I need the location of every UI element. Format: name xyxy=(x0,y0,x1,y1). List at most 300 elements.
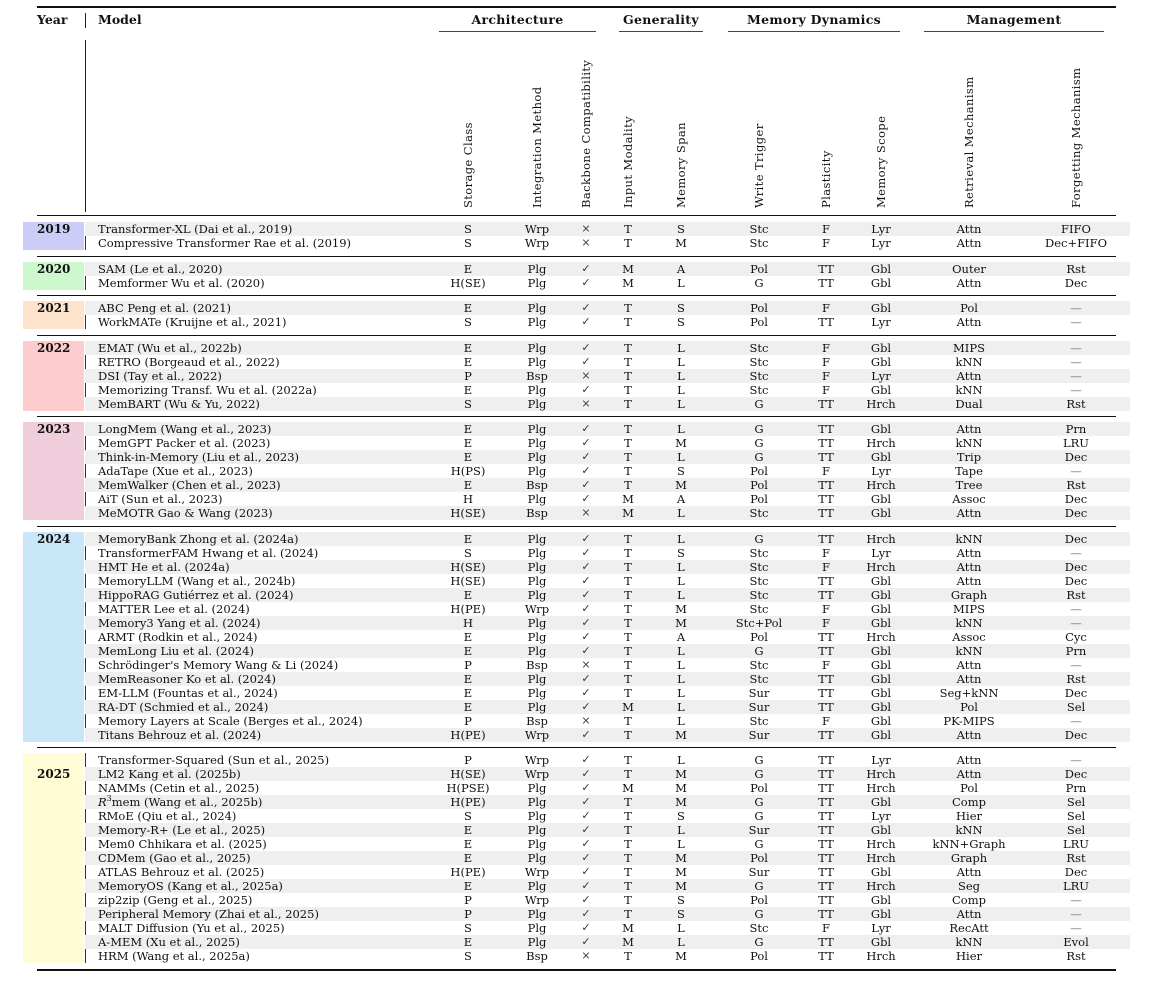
table-row xyxy=(85,560,1130,574)
cell-write: Pol xyxy=(750,893,768,907)
cell-storage: E xyxy=(463,450,473,464)
cell-storage: E xyxy=(463,588,473,602)
cell-storage: P xyxy=(464,658,472,672)
cell-storage: E xyxy=(463,672,473,686)
cell-retrieval: Pol xyxy=(960,781,978,795)
cell-integration: Wrp xyxy=(524,728,550,742)
cell-span: L xyxy=(677,753,685,767)
cell-backbone: ✓ xyxy=(581,560,591,573)
cell-scope: Lyr xyxy=(871,546,891,560)
cell-scope: Gbl xyxy=(870,823,892,837)
model-name: Schrödinger's Memory Wang & Li (2024) xyxy=(98,658,339,672)
cell-forgetting: Rst xyxy=(1066,851,1086,865)
cell-integration: Plg xyxy=(527,781,547,795)
cell-backbone: ✓ xyxy=(581,767,591,780)
cell-backbone: ✓ xyxy=(581,341,591,354)
cell-retrieval: Attn xyxy=(956,315,982,329)
cell-write: Pol xyxy=(750,492,768,506)
cell-span: L xyxy=(677,506,685,520)
cell-scope: Lyr xyxy=(871,315,891,329)
cell-storage: H(SE) xyxy=(450,767,486,781)
cell-backbone: ✓ xyxy=(581,532,591,545)
cell-span: M xyxy=(675,767,687,781)
cell-backbone: ✓ xyxy=(581,315,591,328)
cell-backbone: ✓ xyxy=(581,422,591,435)
cell-scope: Gbl xyxy=(870,422,892,436)
cell-span: M xyxy=(675,436,687,450)
cell-storage: H xyxy=(462,492,474,506)
cell-integration: Plg xyxy=(527,574,547,588)
cell-scope: Gbl xyxy=(870,672,892,686)
cell-write: Sur xyxy=(748,865,770,879)
cell-plasticity: F xyxy=(822,341,830,355)
cell-storage: E xyxy=(463,935,473,949)
cell-scope: Gbl xyxy=(870,450,892,464)
cell-retrieval: kNN xyxy=(955,616,983,630)
model-name: Memory-R+ (Le et al., 2025) xyxy=(98,823,266,837)
cell-plasticity: TT xyxy=(818,506,834,520)
model-name: Mem0 Chhikara et al. (2025) xyxy=(98,837,267,851)
cell-span: L xyxy=(677,658,685,672)
cell-retrieval: Seg xyxy=(957,879,981,893)
model-name: DSI (Tay et al., 2022) xyxy=(98,369,222,383)
model-name: CDMem (Gao et al., 2025) xyxy=(98,851,251,865)
horizontal-rule xyxy=(37,6,1116,8)
cell-plasticity: TT xyxy=(818,837,834,851)
table-row xyxy=(85,809,1130,823)
cell-integration: Plg xyxy=(527,397,547,411)
cell-retrieval: kNN xyxy=(955,532,983,546)
cell-write: Sur xyxy=(748,728,770,742)
cell-backbone: × xyxy=(581,369,591,382)
cell-backbone: ✓ xyxy=(581,492,591,505)
cell-scope: Gbl xyxy=(870,893,892,907)
cell-span: S xyxy=(677,464,685,478)
model-name: NAMMs (Cetin et al., 2025) xyxy=(98,781,260,795)
cell-storage: E xyxy=(463,301,473,315)
cell-backbone: × xyxy=(581,714,591,727)
cell-modality: T xyxy=(624,728,632,742)
table-row xyxy=(85,823,1130,837)
cell-backbone: ✓ xyxy=(581,879,591,892)
cell-plasticity: TT xyxy=(818,728,834,742)
cell-forgetting: — xyxy=(1070,383,1082,397)
cell-forgetting: — xyxy=(1070,464,1082,478)
year-label: 2024 xyxy=(37,532,71,546)
cell-forgetting: LRU xyxy=(1063,837,1089,851)
cell-backbone: × xyxy=(581,658,591,671)
cell-integration: Plg xyxy=(527,672,547,686)
cell-backbone: ✓ xyxy=(581,893,591,906)
cell-backbone: ✓ xyxy=(581,728,591,741)
model-name: EM-LLM (Fountas et al., 2024) xyxy=(98,686,278,700)
column-header-label: Forgetting Mechanism xyxy=(1069,67,1083,208)
cell-modality: M xyxy=(622,700,634,714)
cell-integration: Wrp xyxy=(524,865,550,879)
model-name: MemLong Liu et al. (2024) xyxy=(98,644,255,658)
cell-span: L xyxy=(677,935,685,949)
cell-storage: H(SE) xyxy=(450,506,486,520)
cell-retrieval: Pol xyxy=(960,301,978,315)
cell-retrieval: Attn xyxy=(956,907,982,921)
cell-storage: H(PE) xyxy=(450,865,486,879)
cell-backbone: ✓ xyxy=(581,781,591,794)
cell-plasticity: TT xyxy=(818,795,834,809)
cell-backbone: ✓ xyxy=(581,464,591,477)
table-row xyxy=(85,700,1130,714)
cell-retrieval: MIPS xyxy=(953,602,985,616)
cell-storage: E xyxy=(463,478,473,492)
header-model: Model xyxy=(98,12,142,27)
table-row xyxy=(85,865,1130,879)
year-label: 2025 xyxy=(37,767,71,781)
cell-storage: P xyxy=(464,714,472,728)
cell-backbone: ✓ xyxy=(581,935,591,948)
cell-modality: M xyxy=(622,492,634,506)
table-row xyxy=(85,506,1130,520)
cell-scope: Gbl xyxy=(870,700,892,714)
cell-integration: Plg xyxy=(527,700,547,714)
cell-span: M xyxy=(675,949,687,963)
cell-scope: Lyr xyxy=(871,369,891,383)
cell-modality: T xyxy=(624,450,632,464)
cell-write: Stc xyxy=(749,355,769,369)
cell-modality: M xyxy=(622,506,634,520)
cell-span: S xyxy=(677,907,685,921)
cell-storage: H(PS) xyxy=(450,464,486,478)
cell-modality: T xyxy=(624,236,632,250)
cell-forgetting: — xyxy=(1070,315,1082,329)
model-name: Compressive Transformer Rae et al. (2019) xyxy=(98,236,352,250)
cell-modality: M xyxy=(622,781,634,795)
cell-modality: T xyxy=(624,658,632,672)
cell-span: L xyxy=(677,714,685,728)
cell-scope: Gbl xyxy=(870,355,892,369)
cell-modality: T xyxy=(624,893,632,907)
cell-retrieval: kNN xyxy=(955,383,983,397)
model-name: MemReasoner Ko et al. (2024) xyxy=(98,672,277,686)
cell-backbone: ✓ xyxy=(581,630,591,643)
cell-integration: Wrp xyxy=(524,767,550,781)
cell-storage: S xyxy=(464,236,472,250)
cell-integration: Plg xyxy=(527,823,547,837)
cell-forgetting: Prn xyxy=(1065,422,1087,436)
cell-plasticity: F xyxy=(822,369,830,383)
cell-storage: E xyxy=(463,700,473,714)
table-row xyxy=(85,851,1130,865)
cell-forgetting: Rst xyxy=(1066,262,1086,276)
cell-storage: H(SE) xyxy=(450,574,486,588)
cell-integration: Plg xyxy=(527,616,547,630)
model-name: AdaTape (Xue et al., 2023) xyxy=(98,464,253,478)
cell-retrieval: kNN xyxy=(955,935,983,949)
cell-storage: H(PE) xyxy=(450,602,486,616)
cell-write: G xyxy=(754,767,764,781)
cell-span: L xyxy=(677,369,685,383)
cell-plasticity: F xyxy=(822,714,830,728)
cell-span: L xyxy=(677,837,685,851)
cell-span: L xyxy=(677,588,685,602)
header-year-separator-lower xyxy=(85,40,86,212)
model-name: RETRO (Borgeaud et al., 2022) xyxy=(98,355,280,369)
cell-write: Stc xyxy=(749,341,769,355)
cell-write: Sur xyxy=(748,700,770,714)
cell-integration: Bsp xyxy=(526,949,548,963)
cell-integration: Wrp xyxy=(524,753,550,767)
cell-modality: T xyxy=(624,767,632,781)
year-color-band xyxy=(23,753,84,963)
cell-plasticity: TT xyxy=(818,893,834,907)
model-name: MATTER Lee et al. (2024) xyxy=(98,602,250,616)
cell-scope: Lyr xyxy=(871,236,891,250)
cell-scope: Gbl xyxy=(870,616,892,630)
cell-forgetting: Dec xyxy=(1064,574,1088,588)
cell-storage: E xyxy=(463,383,473,397)
table-row xyxy=(85,301,1130,315)
cell-backbone: ✓ xyxy=(581,809,591,822)
cell-write: Stc xyxy=(749,658,769,672)
cell-plasticity: TT xyxy=(818,315,834,329)
model-name: AiT (Sun et al., 2023) xyxy=(98,492,223,506)
table-row xyxy=(85,672,1130,686)
model-name: WorkMATe (Kruijne et al., 2021) xyxy=(98,315,287,329)
cell-modality: T xyxy=(624,949,632,963)
cell-forgetting: Dec+FIFO xyxy=(1044,236,1108,250)
cell-modality: T xyxy=(624,422,632,436)
year-label: 2023 xyxy=(37,422,71,436)
cell-forgetting: Dec xyxy=(1064,728,1088,742)
cell-plasticity: F xyxy=(822,546,830,560)
cell-scope: Gbl xyxy=(870,588,892,602)
table-row xyxy=(85,686,1130,700)
cell-integration: Plg xyxy=(527,492,547,506)
cell-backbone: ✓ xyxy=(581,823,591,836)
cell-plasticity: F xyxy=(822,560,830,574)
model-name: MemoryOS (Kang et al., 2025a) xyxy=(98,879,283,893)
cell-forgetting: — xyxy=(1070,602,1082,616)
cell-span: M xyxy=(675,781,687,795)
cell-write: Pol xyxy=(750,315,768,329)
model-name: Memory3 Yang et al. (2024) xyxy=(98,616,261,630)
cell-span: A xyxy=(676,262,686,276)
cell-scope: Lyr xyxy=(871,809,891,823)
cell-modality: T xyxy=(624,397,632,411)
cell-scope: Lyr xyxy=(871,464,891,478)
cell-storage: P xyxy=(464,893,472,907)
table-row xyxy=(85,397,1130,411)
cell-storage: S xyxy=(464,921,472,935)
cell-plasticity: TT xyxy=(818,422,834,436)
column-header-label: Input Modality xyxy=(621,116,635,208)
column-header-label: Memory Span xyxy=(674,122,688,208)
cell-span: L xyxy=(677,921,685,935)
cell-modality: T xyxy=(624,588,632,602)
column-header-label: Integration Method xyxy=(530,86,544,208)
cell-forgetting: Sel xyxy=(1066,795,1086,809)
cell-modality: T xyxy=(624,222,632,236)
cell-storage: E xyxy=(463,436,473,450)
cell-storage: E xyxy=(463,837,473,851)
cell-storage: H(PSE) xyxy=(446,781,490,795)
cell-write: Stc xyxy=(749,574,769,588)
cell-forgetting: Evol xyxy=(1063,935,1089,949)
cell-forgetting: — xyxy=(1070,355,1082,369)
cell-write: Pol xyxy=(750,630,768,644)
cell-write: G xyxy=(754,753,764,767)
cell-write: Stc xyxy=(749,546,769,560)
cell-backbone: ✓ xyxy=(581,276,591,289)
model-name: TransformerFAM Hwang et al. (2024) xyxy=(98,546,319,560)
cell-write: Stc xyxy=(749,222,769,236)
cell-plasticity: TT xyxy=(818,767,834,781)
horizontal-rule xyxy=(37,295,1116,296)
cell-integration: Plg xyxy=(527,383,547,397)
year-label: 2021 xyxy=(37,301,71,315)
cell-retrieval: MIPS xyxy=(953,341,985,355)
cell-span: M xyxy=(675,602,687,616)
cell-forgetting: Rst xyxy=(1066,588,1086,602)
cell-backbone: ✓ xyxy=(581,865,591,878)
cell-backbone: ✓ xyxy=(581,921,591,934)
cell-storage: E xyxy=(463,879,473,893)
cell-span: M xyxy=(675,879,687,893)
cell-write: Stc xyxy=(749,672,769,686)
cell-modality: T xyxy=(624,341,632,355)
cell-forgetting: — xyxy=(1070,546,1082,560)
cell-write: G xyxy=(754,397,764,411)
column-header-label: Plasticity xyxy=(819,150,833,208)
cell-scope: Hrch xyxy=(866,397,896,411)
cell-storage: E xyxy=(463,422,473,436)
cell-backbone: ✓ xyxy=(581,546,591,559)
cell-backbone: ✓ xyxy=(581,616,591,629)
group-header: Generality xyxy=(623,12,699,27)
cell-plasticity: F xyxy=(822,921,830,935)
cell-backbone: × xyxy=(581,222,591,235)
cell-backbone: ✓ xyxy=(581,672,591,685)
model-name: HMT He et al. (2024a) xyxy=(98,560,230,574)
cell-forgetting: Cyc xyxy=(1065,630,1087,644)
cell-scope: Hrch xyxy=(866,630,896,644)
cell-modality: T xyxy=(624,879,632,893)
cell-forgetting: Dec xyxy=(1064,686,1088,700)
cell-integration: Plg xyxy=(527,851,547,865)
table-row xyxy=(85,478,1130,492)
cell-scope: Hrch xyxy=(866,532,896,546)
cell-plasticity: F xyxy=(822,355,830,369)
table-row xyxy=(85,935,1130,949)
cell-backbone: ✓ xyxy=(581,907,591,920)
cell-span: S xyxy=(677,222,685,236)
table-row xyxy=(85,644,1130,658)
cell-forgetting: FIFO xyxy=(1061,222,1091,236)
cell-forgetting: Dec xyxy=(1064,865,1088,879)
table-row xyxy=(85,837,1130,851)
cell-plasticity: TT xyxy=(818,949,834,963)
cell-span: L xyxy=(677,823,685,837)
table-row xyxy=(85,236,1130,250)
cell-retrieval: Assoc xyxy=(952,492,986,506)
cell-modality: T xyxy=(624,865,632,879)
cell-integration: Plg xyxy=(527,422,547,436)
cell-storage: E xyxy=(463,532,473,546)
table-row xyxy=(85,921,1130,935)
column-header-label: Memory Scope xyxy=(874,115,888,208)
cell-scope: Gbl xyxy=(870,907,892,921)
cell-scope: Gbl xyxy=(870,341,892,355)
cell-span: A xyxy=(676,630,686,644)
cell-integration: Plg xyxy=(527,315,547,329)
horizontal-rule xyxy=(37,969,1116,971)
cell-integration: Plg xyxy=(527,546,547,560)
cell-integration: Bsp xyxy=(526,714,548,728)
cell-retrieval: Tree xyxy=(955,478,983,492)
cell-forgetting: Dec xyxy=(1064,492,1088,506)
cell-storage: S xyxy=(464,397,472,411)
cell-backbone: ✓ xyxy=(581,450,591,463)
cell-write: Stc xyxy=(749,236,769,250)
cell-integration: Plg xyxy=(527,450,547,464)
cell-scope: Gbl xyxy=(870,658,892,672)
table-row xyxy=(85,602,1130,616)
cell-span: L xyxy=(677,644,685,658)
cell-scope: Gbl xyxy=(870,262,892,276)
cell-modality: T xyxy=(624,714,632,728)
table-row xyxy=(85,781,1130,795)
cell-write: Stc+Pol xyxy=(735,616,783,630)
cell-storage: E xyxy=(463,851,473,865)
cell-span: M xyxy=(675,728,687,742)
cell-integration: Plg xyxy=(527,630,547,644)
model-name: RA-DT (Schmied et al., 2024) xyxy=(98,700,269,714)
cell-storage: H(PE) xyxy=(450,728,486,742)
cell-integration: Wrp xyxy=(524,602,550,616)
table-row xyxy=(85,893,1130,907)
table-row xyxy=(85,492,1130,506)
cell-integration: Bsp xyxy=(526,478,548,492)
cell-retrieval: kNN xyxy=(955,436,983,450)
cell-modality: T xyxy=(624,560,632,574)
cell-integration: Plg xyxy=(527,560,547,574)
model-name: zip2zip (Geng et al., 2025) xyxy=(98,893,253,907)
cell-storage: S xyxy=(464,949,472,963)
cell-plasticity: TT xyxy=(818,935,834,949)
cell-integration: Plg xyxy=(527,532,547,546)
cell-modality: T xyxy=(624,546,632,560)
cell-span: M xyxy=(675,616,687,630)
cell-retrieval: Comp xyxy=(952,893,986,907)
cell-span: L xyxy=(677,341,685,355)
cell-storage: H(PE) xyxy=(450,795,486,809)
cell-plasticity: TT xyxy=(818,492,834,506)
model-name: HippoRAG Gutiérrez et al. (2024) xyxy=(98,588,294,602)
cell-write: Pol xyxy=(750,464,768,478)
cell-modality: T xyxy=(624,464,632,478)
cell-integration: Plg xyxy=(527,809,547,823)
cell-modality: T xyxy=(624,672,632,686)
cell-integration: Plg xyxy=(527,262,547,276)
table-row xyxy=(85,588,1130,602)
column-header-label: Retrieval Mechanism xyxy=(962,76,976,208)
cell-write: Stc xyxy=(749,560,769,574)
cell-span: L xyxy=(677,276,685,290)
model-name: Titans Behrouz et al. (2024) xyxy=(98,728,262,742)
cell-write: Stc xyxy=(749,369,769,383)
cell-backbone: ✓ xyxy=(581,383,591,396)
cell-modality: M xyxy=(622,262,634,276)
table-row xyxy=(85,450,1130,464)
cell-write: Pol xyxy=(750,949,768,963)
